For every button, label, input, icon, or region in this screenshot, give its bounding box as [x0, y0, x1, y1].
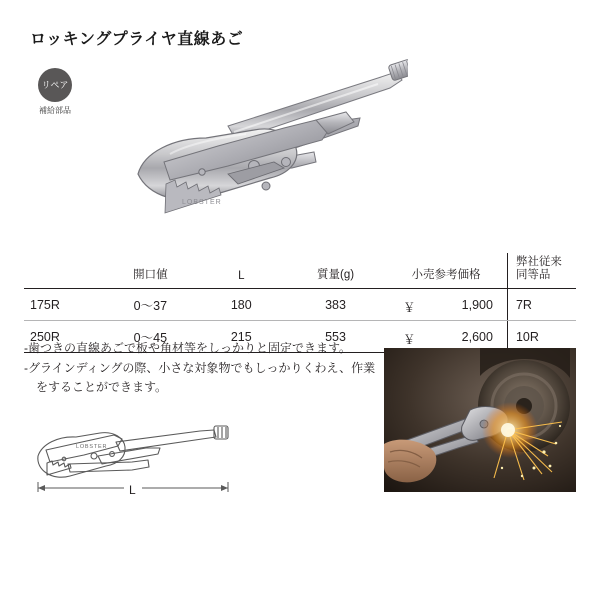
- cell-price: [385, 289, 507, 321]
- feature-note-line: -グラインディングの際、小さな対象物でもしっかりくわえ、作業: [24, 360, 376, 375]
- cell-old-equivalent: 7R: [507, 289, 576, 321]
- cell-length: 215: [197, 321, 286, 353]
- price-value: 1,900: [461, 297, 493, 312]
- application-photo: [384, 348, 576, 492]
- cell-length: 180: [197, 289, 286, 321]
- cell-code: 175R: [24, 289, 104, 321]
- table-row: [24, 289, 576, 321]
- cell-code: 250R: [24, 321, 104, 353]
- repair-badge: [30, 68, 80, 116]
- feature-note-line: -歯つきの直線あごで板や角材等をしっかりと固定できます。: [24, 341, 352, 355]
- currency-symbol: ￥: [403, 332, 416, 347]
- cell-mass: 553: [286, 321, 385, 353]
- cell-opening: 0〜37: [104, 289, 196, 321]
- feature-note-line: をすることができます。: [24, 380, 168, 395]
- th-code: [24, 253, 104, 289]
- feature-notes: [24, 339, 384, 398]
- cell-old-equivalent: 10R: [507, 321, 576, 353]
- currency-symbol: ￥: [403, 300, 416, 315]
- price-value: 2,600: [461, 329, 493, 344]
- th-mass: 質量(g): [286, 253, 385, 289]
- th-old-equivalent-line2: 同等品: [515, 269, 551, 282]
- th-length: L: [197, 253, 286, 289]
- cell-opening: 0〜45: [104, 321, 196, 353]
- dimension-drawing: [24, 412, 244, 502]
- page-title: ロッキングプライヤ直線あご: [30, 31, 244, 48]
- drawing-brand-text: LOBSTER: [76, 444, 108, 450]
- repair-badge-caption: 補給部品: [39, 106, 71, 115]
- th-old-equivalent: [507, 253, 576, 289]
- dimension-label: L: [129, 483, 136, 497]
- th-price: 小売参考価格: [385, 253, 507, 289]
- th-opening: 開口値: [104, 253, 196, 289]
- product-hero-image: [78, 34, 408, 214]
- th-old-equivalent-line1: 弊社従来: [515, 256, 562, 268]
- repair-badge-circle: リペア: [38, 68, 72, 102]
- table-header-row: [24, 253, 576, 289]
- svg-text:LOBSTER: LOBSTER: [182, 199, 222, 206]
- cell-mass: 383: [286, 289, 385, 321]
